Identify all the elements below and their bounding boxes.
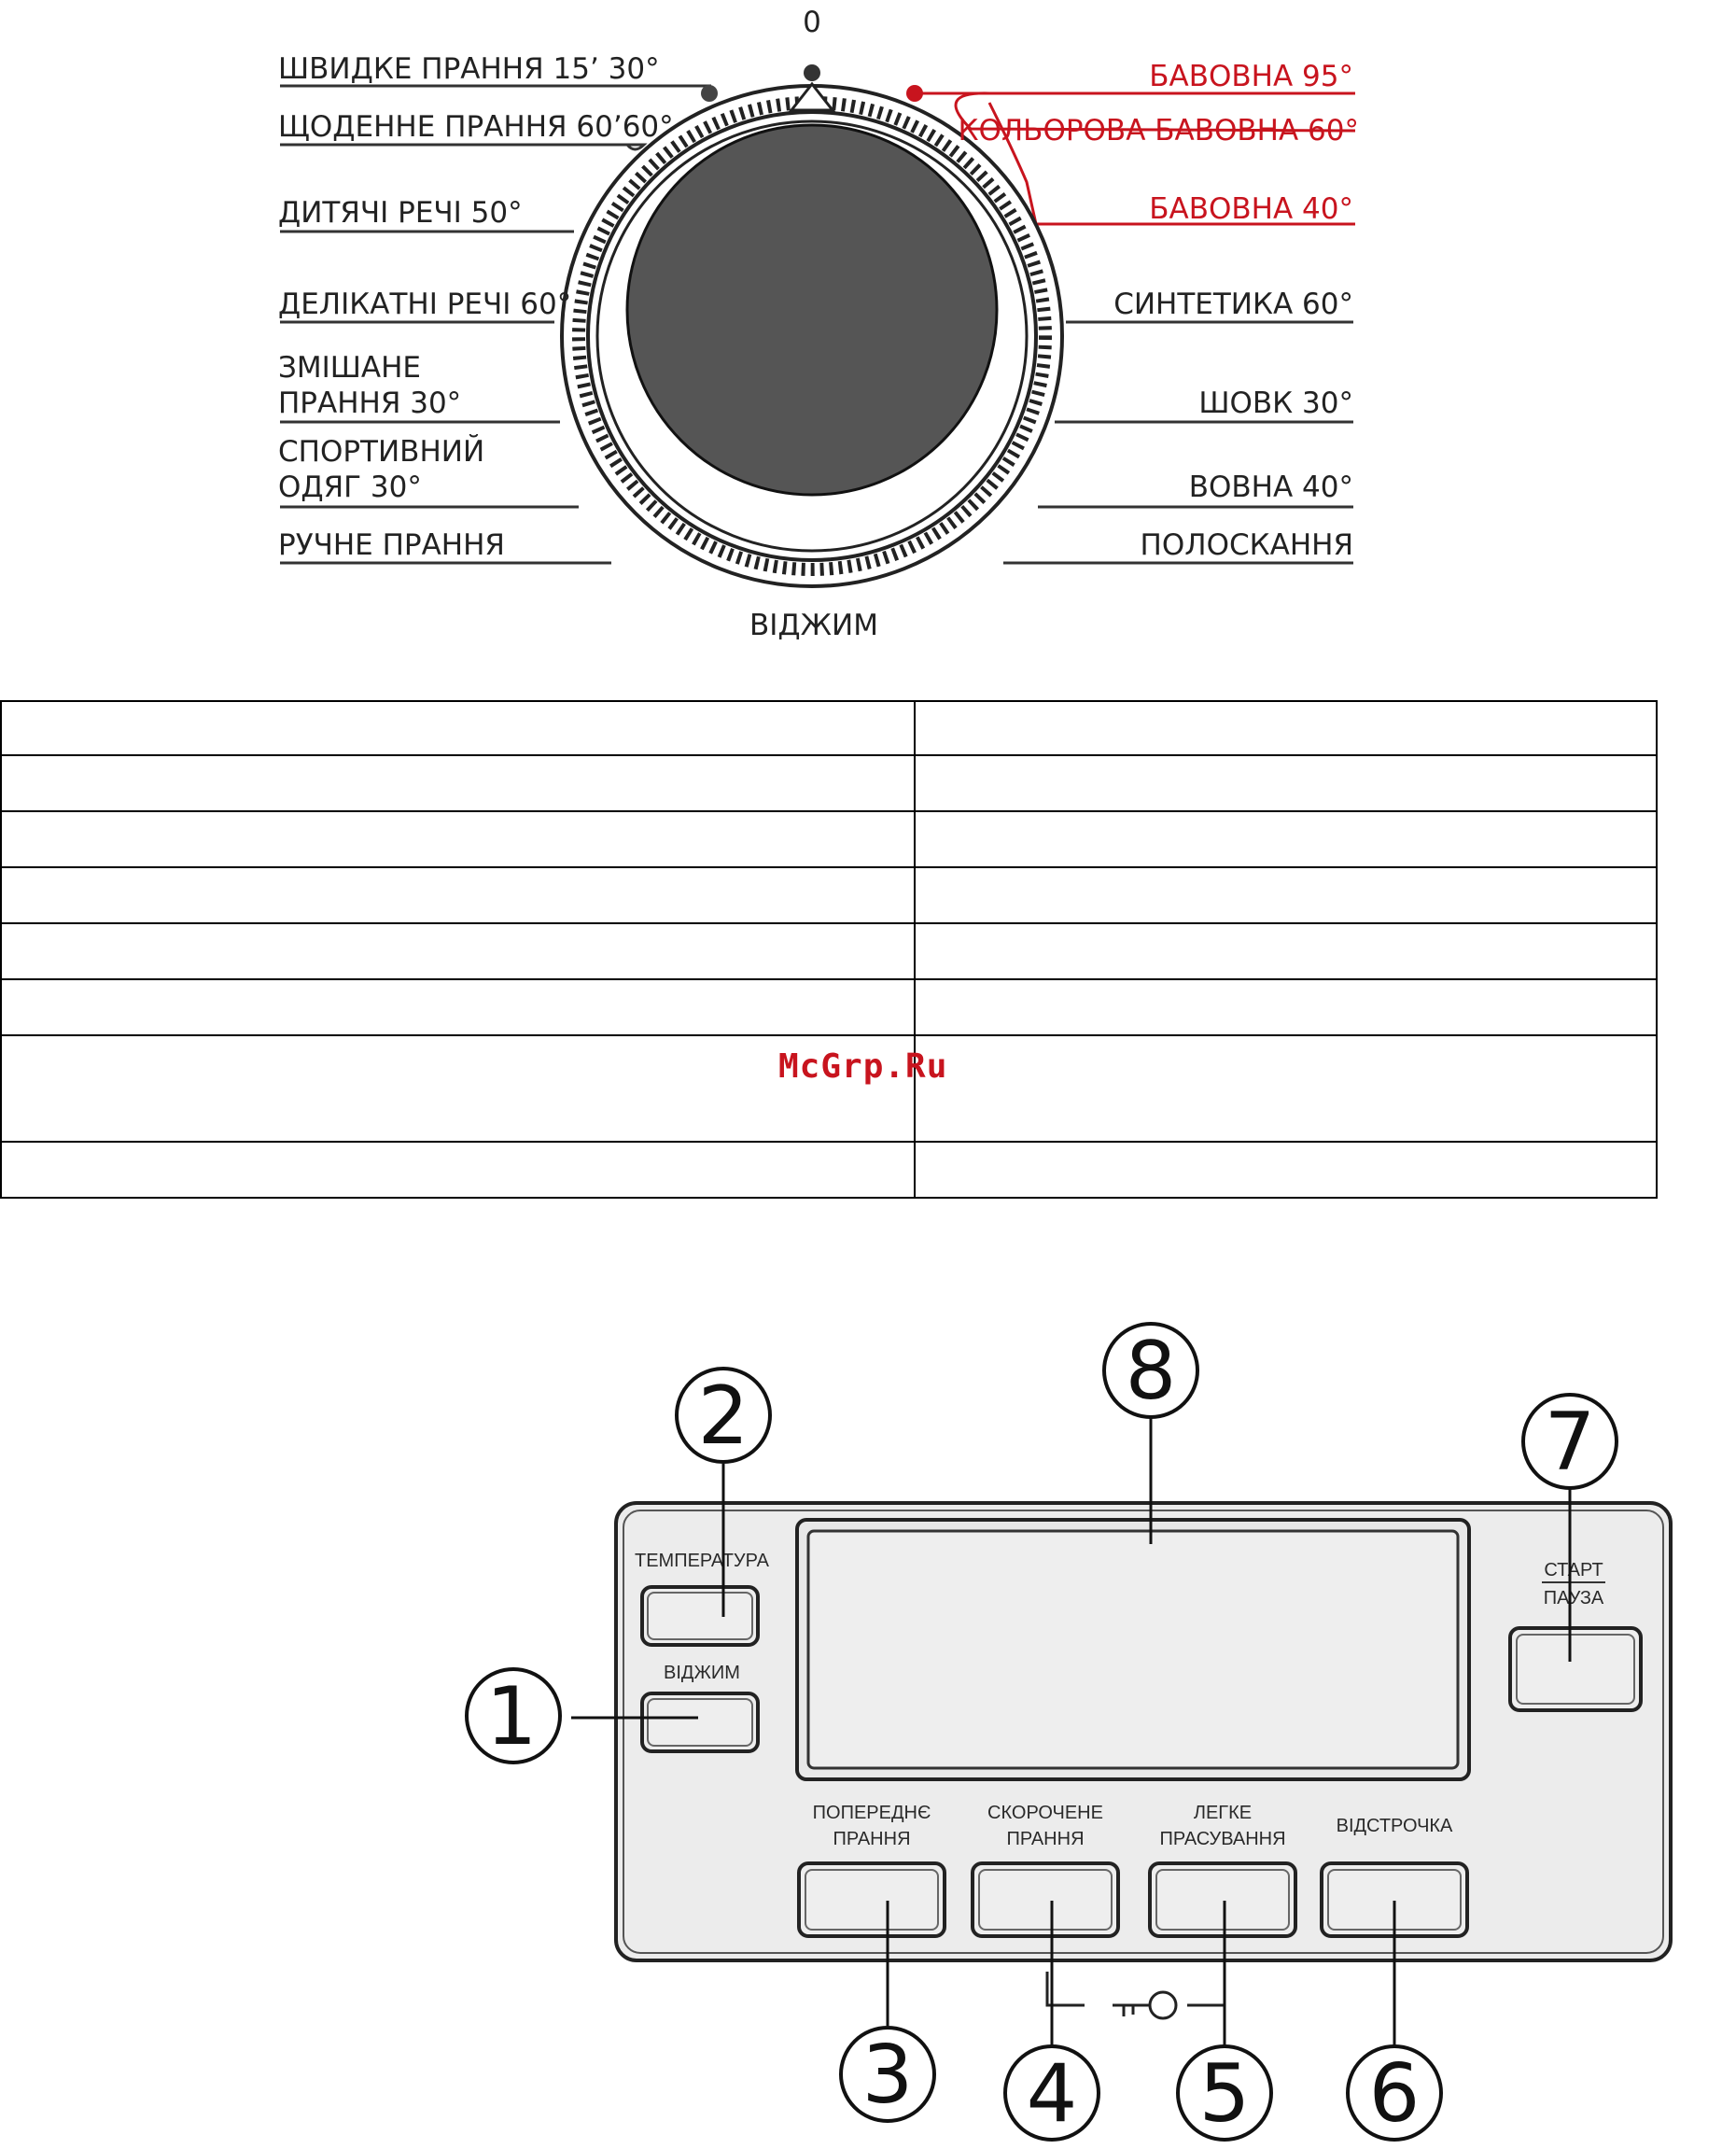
program-hand-wash: РУЧНЕ ПРАННЯ xyxy=(278,528,505,562)
program-daily-wash: ЩОДЕННЕ ПРАННЯ 60’60° xyxy=(278,110,674,144)
control-panel-diagram xyxy=(0,1307,1736,2147)
callout-1-number: 1 xyxy=(485,1670,538,1763)
spin-button-label: ВІДЖИМ xyxy=(664,1663,740,1683)
callout-2 xyxy=(677,1369,770,1463)
table-cell xyxy=(1,867,915,923)
delay-label: ВІДСТРОЧКА xyxy=(1336,1816,1453,1836)
table-row xyxy=(1,1142,1657,1198)
table-row xyxy=(1,811,1657,867)
table-cell xyxy=(1,979,915,1035)
table-cell xyxy=(915,811,1657,867)
callout-8 xyxy=(1104,1324,1197,1418)
table-cell xyxy=(1,755,915,811)
callout-6-number: 6 xyxy=(1368,2047,1421,2141)
program-quick-wash: ШВИДКЕ ПРАННЯ 15’ 30° xyxy=(278,52,660,86)
program-cotton-40: БАВОВНА 40° xyxy=(1149,192,1353,226)
table-cell xyxy=(1,811,915,867)
program-dial-diagram xyxy=(0,0,1736,653)
program-rinse: ПОЛОСКАННЯ xyxy=(1140,528,1353,562)
table-row xyxy=(1,867,1657,923)
callout-5 xyxy=(1178,2046,1271,2141)
table-cell xyxy=(915,755,1657,811)
table-cell xyxy=(915,701,1657,755)
pause-label: ПАУЗА xyxy=(1543,1588,1604,1608)
prewash-button[interactable] xyxy=(799,1863,945,1936)
table-row xyxy=(1,979,1657,1035)
cotton-95-dot xyxy=(906,85,923,102)
table-cell xyxy=(1,923,915,979)
table-cell xyxy=(915,867,1657,923)
easy-iron-button[interactable] xyxy=(1150,1863,1295,1936)
table-row xyxy=(1,701,1657,755)
program-color-cotton-60: КОЛЬОРОВА БАВОВНА 60° xyxy=(958,114,1359,147)
spin-button[interactable] xyxy=(642,1693,758,1751)
table-cell xyxy=(1,1142,915,1198)
callout-3-number: 3 xyxy=(861,2029,914,2122)
program-baby-clothes: ДИТЯЧІ РЕЧІ 50° xyxy=(278,196,523,230)
callout-5-number: 5 xyxy=(1198,2047,1251,2141)
prewash-label-line1: ПОПЕРЕДНЄ xyxy=(812,1803,931,1823)
start-label: СТАРТ xyxy=(1544,1560,1603,1580)
short-wash-label-line2: ПРАННЯ xyxy=(1006,1829,1085,1849)
spin-label: ВІДЖИМ xyxy=(749,609,878,642)
program-silk: ШОВК 30° xyxy=(1198,386,1353,420)
off-position-dot xyxy=(804,64,820,81)
callout-3 xyxy=(841,2028,934,2122)
key-icon xyxy=(1113,1992,1176,2018)
program-table xyxy=(0,700,1658,1199)
easy-iron-label-line1: ЛЕГКЕ xyxy=(1193,1803,1253,1823)
table-row xyxy=(1,923,1657,979)
callout-7 xyxy=(1523,1395,1617,1489)
table-row xyxy=(1,755,1657,811)
callout-7-number: 7 xyxy=(1544,1396,1596,1489)
off-label: 0 xyxy=(803,6,821,39)
dial-knob[interactable] xyxy=(562,84,1062,586)
temperature-label: ТЕМПЕРАТУРА xyxy=(635,1551,769,1571)
callout-2-number: 2 xyxy=(697,1369,749,1463)
temperature-button[interactable] xyxy=(642,1587,758,1645)
program-mixed-line1: ЗМІШАНЕ xyxy=(278,351,422,385)
program-sportswear-line1: СПОРТИВНИЙ xyxy=(278,435,485,469)
table-cell xyxy=(915,979,1657,1035)
short-wash-button[interactable] xyxy=(973,1863,1118,1936)
start-pause-button[interactable] xyxy=(1510,1628,1641,1710)
child-lock-bracket xyxy=(1047,1972,1225,2005)
callout-8-number: 8 xyxy=(1125,1325,1177,1418)
short-wash-label-line1: СКОРОЧЕНЕ xyxy=(987,1803,1103,1823)
callout-4 xyxy=(1005,2046,1099,2141)
program-synthetics: СИНТЕТИКА 60° xyxy=(1113,288,1353,321)
program-sportswear-line2: ОДЯГ 30° xyxy=(278,471,422,504)
quick-wash-dot xyxy=(701,85,718,102)
table-cell xyxy=(1,701,915,755)
table-cell xyxy=(915,1035,1657,1142)
callout-4-number: 4 xyxy=(1026,2047,1078,2141)
table-cell xyxy=(915,923,1657,979)
program-wool: ВОВНА 40° xyxy=(1188,471,1353,504)
program-delicates: ДЕЛІКАТНІ РЕЧІ 60° xyxy=(278,288,572,321)
table-cell xyxy=(915,1142,1657,1198)
prewash-label-line2: ПРАННЯ xyxy=(833,1829,911,1849)
callout-6 xyxy=(1348,2046,1441,2141)
watermark-text: McGrp.Ru xyxy=(778,1047,948,1086)
program-cotton-95: БАВОВНА 95° xyxy=(1149,60,1353,93)
program-mixed-line2: ПРАННЯ 30° xyxy=(278,386,462,420)
easy-iron-label-line2: ПРАСУВАННЯ xyxy=(1159,1829,1286,1849)
callout-1 xyxy=(467,1669,560,1763)
display-screen xyxy=(797,1520,1469,1779)
